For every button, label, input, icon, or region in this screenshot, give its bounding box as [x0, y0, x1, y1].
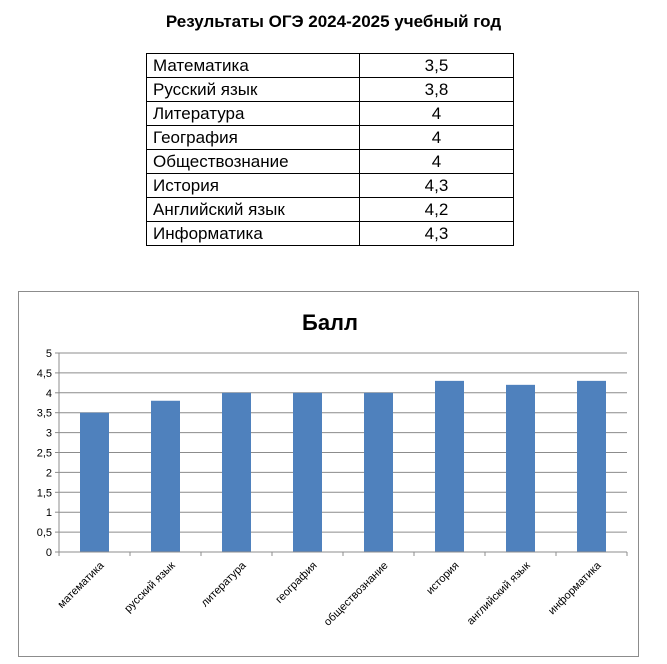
- chart-area: [18, 291, 639, 657]
- bar: [577, 381, 606, 552]
- x-tick-label: русский язык: [122, 559, 178, 615]
- table-row: [147, 198, 514, 222]
- y-tick-label: 3: [45, 427, 52, 440]
- bar: [506, 385, 535, 552]
- x-tick-label: история: [424, 559, 462, 598]
- chart-title: Балл: [302, 310, 358, 335]
- x-axis: [56, 552, 627, 628]
- y-tick-label: 4,5: [36, 367, 52, 380]
- subject-cell: Математика: [147, 54, 360, 78]
- document-title: Результаты ОГЭ 2024-2025 учебный год: [165, 12, 502, 31]
- y-axis: [37, 348, 59, 559]
- score-cell: 4,3: [360, 174, 514, 198]
- x-tick-label: информатика: [546, 559, 604, 618]
- bars: [80, 381, 606, 552]
- subject-cell: География: [147, 126, 360, 150]
- bar-chart: [19, 292, 640, 658]
- subject-cell: Литература: [147, 102, 360, 126]
- gridlines: [59, 353, 627, 552]
- y-tick-label: 0: [45, 547, 52, 559]
- y-tick-label: 0,5: [36, 527, 52, 540]
- y-tick-label: 1: [45, 507, 52, 520]
- x-tick-label: английский язык: [464, 559, 533, 628]
- score-cell: 4,2: [360, 198, 514, 222]
- table-row: [147, 126, 514, 150]
- bar: [435, 381, 464, 552]
- table-row: [147, 222, 514, 246]
- subject-cell: Русский язык: [147, 78, 360, 102]
- score-cell: 4,3: [360, 222, 514, 246]
- table-row: [147, 150, 514, 174]
- y-tick-label: 2,5: [36, 447, 52, 460]
- score-cell: 3,5: [360, 54, 514, 78]
- y-tick-label: 1,5: [36, 487, 52, 500]
- subject-cell: Английский язык: [147, 198, 360, 222]
- score-cell: 3,8: [360, 78, 514, 102]
- x-tick-label: обществознание: [321, 559, 391, 629]
- subject-cell: Обществознание: [147, 150, 360, 174]
- score-cell: 4: [360, 102, 514, 126]
- bar: [364, 393, 393, 552]
- y-tick-label: 5: [45, 348, 52, 360]
- bar: [80, 413, 109, 552]
- score-cell: 4: [360, 150, 514, 174]
- x-tick-label: математика: [55, 559, 107, 611]
- subject-cell: История: [147, 174, 360, 198]
- bar: [151, 401, 180, 552]
- score-cell: 4: [360, 126, 514, 150]
- x-tick-label: литература: [198, 559, 249, 610]
- y-tick-label: 2: [45, 467, 52, 480]
- y-tick-label: 3,5: [36, 407, 52, 420]
- results-table: [146, 53, 514, 246]
- bar: [222, 393, 251, 552]
- subject-cell: Информатика: [147, 222, 360, 246]
- bar: [293, 393, 322, 552]
- y-tick-label: 4: [45, 387, 52, 400]
- x-tick-label: география: [273, 559, 320, 606]
- table-row: [147, 174, 514, 198]
- table-row: [147, 102, 514, 126]
- table-row: [147, 54, 514, 78]
- table-row: [147, 78, 514, 102]
